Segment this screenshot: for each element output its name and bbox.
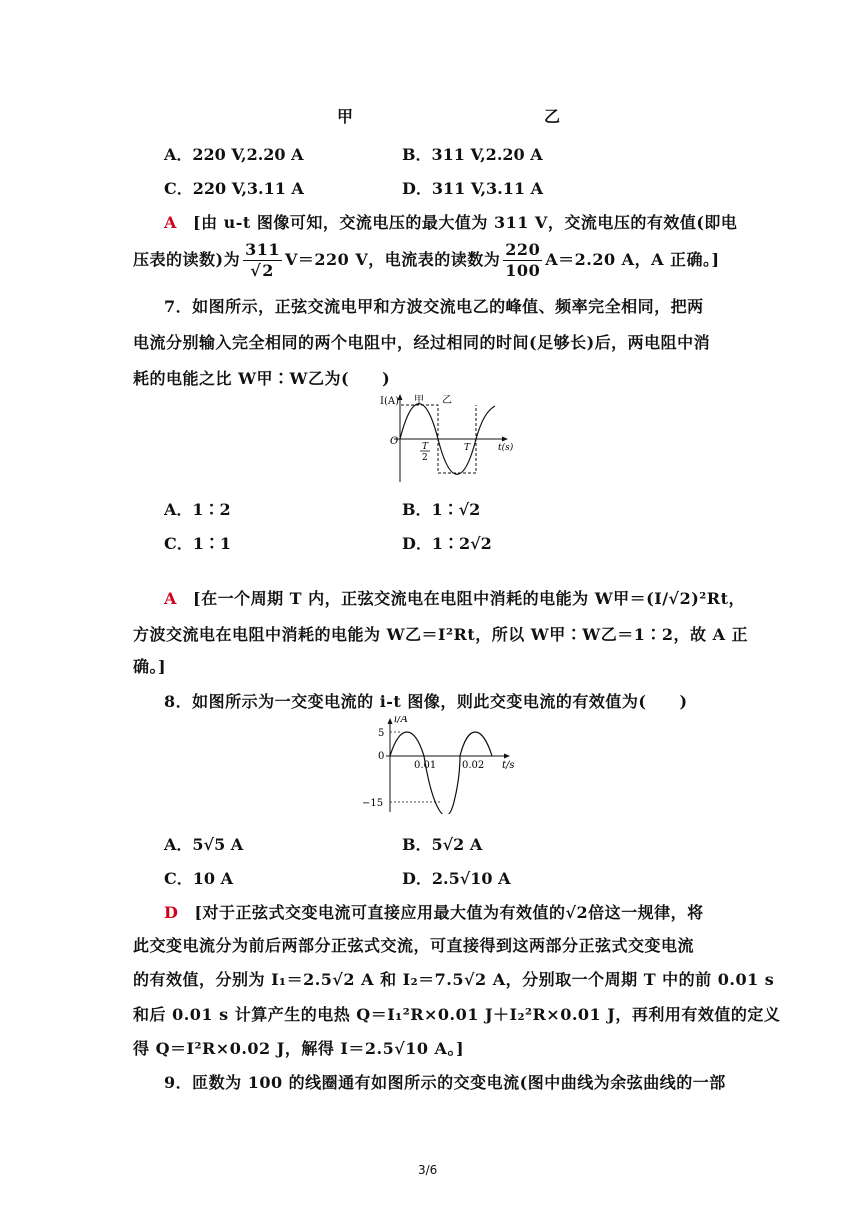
q9-stem-line-1: 9．匝数为 100 的线圈通有如图所示的交变电流(图中曲线为余弦曲线的一部 — [164, 1073, 726, 1092]
q7-origin-label: O — [390, 436, 399, 447]
q7-x-axis-label: t(s) — [498, 443, 514, 453]
q8-x-tick-001: 0.01 — [414, 760, 437, 771]
q7-solution-text-1: [在一个周期 T 内，正弦交流电在电阻中消耗的电能为 W甲＝(I/√2)²Rt， — [193, 589, 745, 608]
q6-solution-line-1 — [164, 210, 738, 233]
q8-solution-line-4: 和后 0.01 s 计算产生的电热 Q＝I₁²R×0.01 J＋I₂²R×0.01 J，再利用有效值的定义 — [133, 1005, 781, 1024]
q8-solution-line-2: 此交变电流分为前后两部分正弦式交流，可直接得到这两部分正弦式交变电流 — [133, 936, 695, 955]
q7-option-d: D．1∶2√2 — [402, 534, 492, 553]
q8-option-a: A．5√5 A — [164, 835, 244, 854]
q8-y-axis-label: i/A — [394, 716, 408, 725]
q7-option-a: A．1∶2 — [164, 500, 231, 519]
q7-current-graph — [378, 392, 528, 484]
q7-stem-line-2: 电流分别输入完全相同的两个电阻中，经过相同的时间(足够长)后，两电阻中消 — [133, 333, 711, 352]
q7-y-axis-label: I(A) — [380, 396, 399, 407]
q6-option-a: A．220 V,2.20 A — [164, 145, 304, 164]
q6-option-c: C．220 V,3.11 A — [164, 179, 304, 198]
q8-wave-positive-1 — [390, 732, 424, 756]
q8-y-min-label: −15 — [362, 798, 384, 809]
q7-answer-letter: A — [164, 589, 177, 608]
q7-option-c: C．1∶1 — [164, 534, 232, 553]
q8-x-axis-label: t/s — [502, 760, 515, 771]
q7-half-period-num: T — [422, 442, 429, 452]
q7-half-period-den: 2 — [422, 453, 428, 463]
q6-option-b: B．311 V,2.20 A — [402, 145, 543, 164]
q7-stem-line-1: 7．如图所示，正弦交流电甲和方波交流电乙的峰值、频率完全相同，把两 — [164, 297, 704, 316]
q8-option-b: B．5√2 A — [402, 835, 483, 854]
q7-solution-line-3: 确。] — [133, 657, 167, 676]
q8-x-tick-002: 0.02 — [462, 760, 485, 771]
q8-option-c: C．10 A — [164, 869, 233, 888]
q7-label-jia: 甲 — [414, 395, 424, 406]
q7-period-label: T — [464, 443, 471, 453]
q6-solution-text-2a: 压表的读数)为 — [133, 250, 241, 269]
q8-y-zero-label: 0 — [378, 751, 385, 762]
q7-stem-line-3: 耗的电能之比 W甲∶W乙为( ) — [133, 369, 391, 388]
q7-solution-line-2: 方波交流电在电阻中消耗的电能为 W乙＝I²Rt，所以 W甲∶W乙＝1∶2，故 A 正 — [133, 625, 749, 644]
q8-solution-line-3: 的有效值，分别为 I₁＝2.5√2 A 和 I₂＝7.5√2 A，分别取一个周期 T 中的前 0.01 s — [133, 970, 775, 989]
q6-option-d: D．311 V,3.11 A — [402, 179, 543, 198]
q8-answer-letter: D — [164, 903, 179, 922]
q8-current-graph — [356, 716, 536, 814]
figure-label-jia: 甲 — [337, 107, 354, 126]
q8-stem-line-1: 8．如图所示为一交变电流的 i-t 图像，则此交变电流的有效值为( ) — [164, 692, 688, 711]
q8-solution-text-1: [对于正弦式交变电流可直接应用最大值为有效值的√2倍这一规律，将 — [194, 903, 704, 922]
q7-solution-line-1 — [164, 586, 745, 609]
q6-fraction-311-sqrt2: $\frac{311}{√2}$ — [245, 240, 280, 280]
q8-wave-positive-2 — [460, 732, 492, 756]
q6-solution-text-1: [由 u-t 图像可知，交流电压的最大值为 311 V，交流电压的有效值(即电 — [193, 213, 738, 232]
q6-solution-line-2 — [133, 240, 733, 281]
q6-solution-text-2b: V＝220 V，电流表的读数为 — [284, 250, 501, 269]
q8-solution-line-1 — [164, 900, 734, 923]
q6-fraction-220-100: $\frac{220}{100}$ — [505, 240, 541, 280]
q8-solution-line-5: 得 Q＝I²R×0.02 J，解得 I＝2.5√10 A。] — [133, 1039, 465, 1058]
q6-solution-text-2c: A＝2.20 A，A 正确。] — [545, 250, 720, 269]
page-number: 3/6 — [418, 1163, 438, 1177]
q8-option-d: D．2.5√10 A — [402, 869, 511, 888]
figure-label-yi: 乙 — [544, 107, 561, 126]
q7-label-yi: 乙 — [442, 395, 452, 406]
q7-option-b: B．1∶√2 — [402, 500, 481, 519]
q6-answer-letter: A — [164, 213, 177, 232]
q8-y-max-label: 5 — [378, 728, 385, 739]
